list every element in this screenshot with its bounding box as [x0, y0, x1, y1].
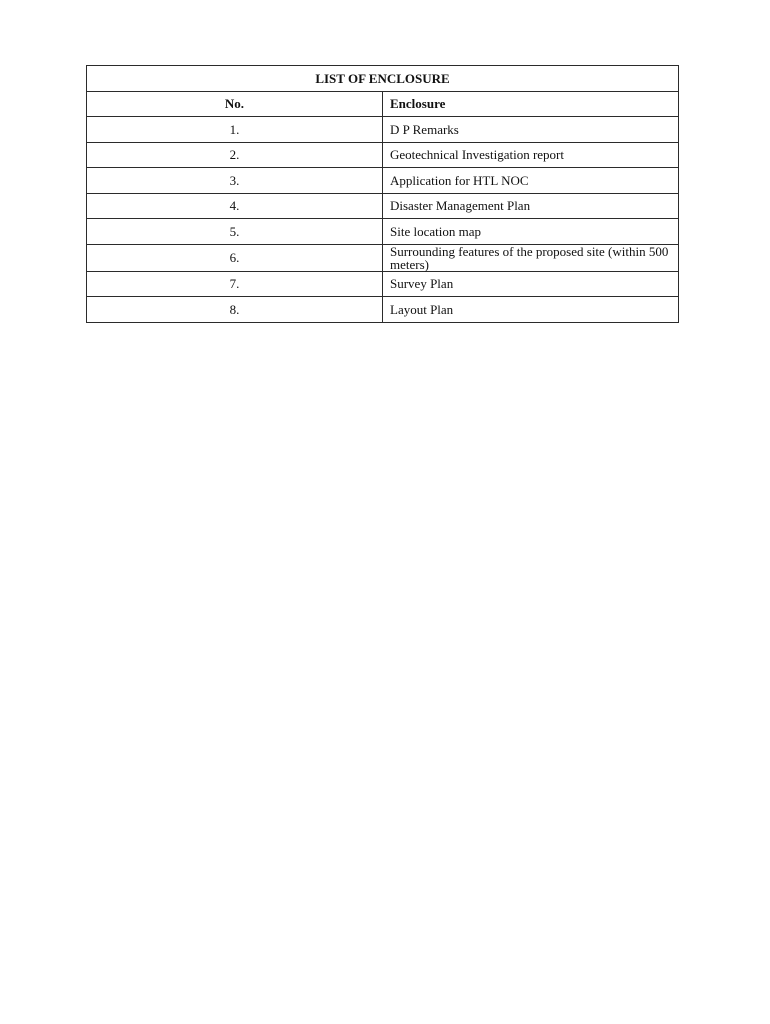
enclosure-table	[86, 65, 679, 323]
table-row	[87, 219, 679, 245]
row-number: 2.	[87, 142, 383, 168]
row-number: 6.	[87, 244, 383, 271]
row-number: 8.	[87, 297, 383, 323]
row-enclosure: Surrounding features of the proposed site (within 500 meters)	[383, 244, 679, 271]
table-row	[87, 244, 679, 271]
header-no: No.	[87, 91, 383, 117]
table-row	[87, 271, 679, 297]
row-number: 1.	[87, 117, 383, 143]
row-enclosure: Survey Plan	[383, 271, 679, 297]
table-row	[87, 117, 679, 143]
header-enclosure: Enclosure	[383, 91, 679, 117]
row-number: 5.	[87, 219, 383, 245]
table-header-row	[87, 91, 679, 117]
table-row	[87, 193, 679, 219]
table-row	[87, 297, 679, 323]
table-title-row	[87, 66, 679, 92]
row-enclosure: D P Remarks	[383, 117, 679, 143]
row-enclosure: Application for HTL NOC	[383, 168, 679, 194]
row-enclosure: Site location map	[383, 219, 679, 245]
row-enclosure: Layout Plan	[383, 297, 679, 323]
row-number: 7.	[87, 271, 383, 297]
row-number: 3.	[87, 168, 383, 194]
table-title: LIST OF ENCLOSURE	[87, 66, 679, 92]
row-enclosure: Geotechnical Investigation report	[383, 142, 679, 168]
row-number: 4.	[87, 193, 383, 219]
table-row	[87, 168, 679, 194]
row-enclosure: Disaster Management Plan	[383, 193, 679, 219]
table-row	[87, 142, 679, 168]
